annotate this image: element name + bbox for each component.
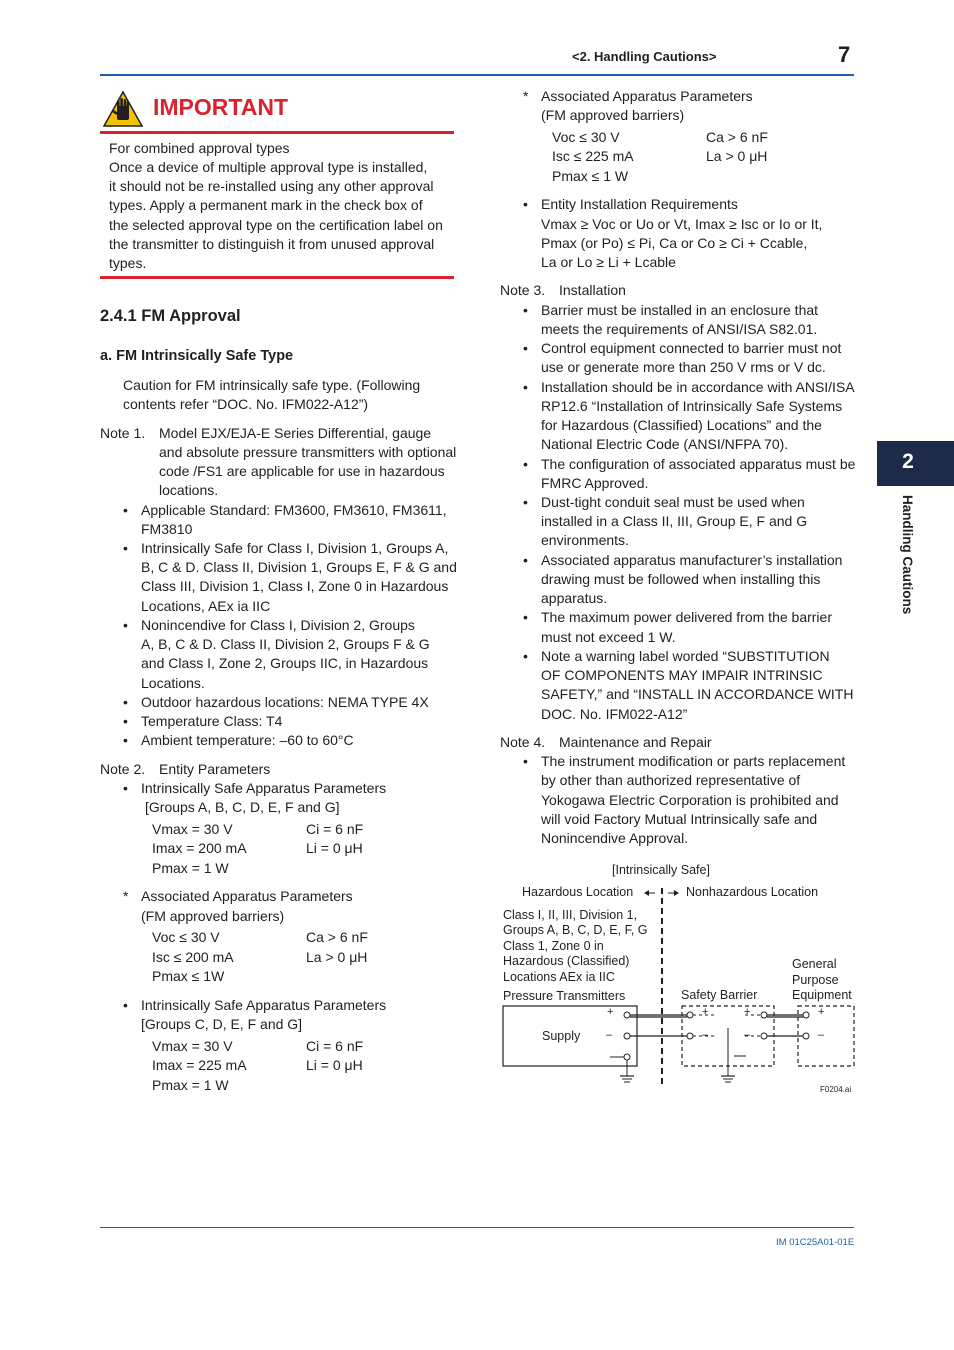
- list-item-cont: Yokogawa Electric Corporation is prohibited and: [541, 792, 839, 808]
- note-label: Note 3.: [500, 282, 546, 298]
- list-item: • Intrinsically Safe Apparatus Parameters: [141, 996, 386, 1015]
- footer-rule: [100, 1227, 854, 1228]
- note3-title: Installation: [559, 282, 626, 298]
- list-item-cont: environments.: [541, 532, 629, 548]
- list-item-cont: La or Lo ≥ Li + Lcable: [541, 254, 676, 270]
- nonhazardous-label: Nonhazardous Location: [686, 885, 819, 899]
- list-item-cont: Locations.: [141, 675, 205, 691]
- list-item: • Outdoor hazardous locations: NEMA TYPE 4X: [141, 693, 429, 712]
- list-item-cont: drawing must be followed when installing this: [541, 571, 821, 587]
- list-item-cont: FM3810: [141, 521, 193, 537]
- param: Imax = 200 mA: [152, 840, 247, 856]
- list-item: • Temperature Class: T4: [141, 712, 282, 731]
- param: Ci = 6 nF: [306, 821, 364, 837]
- list-item-cont: for Hazardous (Classified) Locations” and the: [541, 417, 822, 433]
- param: Isc ≤ 200 mA: [152, 949, 234, 965]
- general-label: Purpose: [792, 973, 839, 987]
- list-item-cont: installed in a Class II, III, Group E, F and G: [541, 513, 808, 529]
- class-text: Hazardous (Classified): [503, 954, 630, 968]
- list-item-cont: (FM approved barriers): [141, 908, 285, 924]
- warning-hand-icon: [103, 91, 143, 127]
- list-item-cont: RP12.6 “Installation of Intrinsically Safe Systems: [541, 398, 843, 414]
- param: Ci = 6 nF: [306, 1038, 364, 1054]
- caution-text: contents refer “DOC. No. IFM022-A12”): [123, 396, 369, 412]
- param: Pmax = 1 W: [152, 1077, 229, 1093]
- important-line: types.: [109, 255, 147, 271]
- list-item-cont: OF COMPONENTS MAY IMPAIR INTRINSIC: [541, 667, 823, 683]
- param: Li = 0 μH: [306, 840, 363, 856]
- plus-sign: +: [607, 1006, 614, 1018]
- figure-id: F0204.ai: [820, 1085, 852, 1094]
- list-item: • The configuration of associated apparatus must be: [541, 455, 855, 474]
- running-header: <2. Handling Cautions>: [572, 49, 717, 64]
- class-text: Class 1, Zone 0 in: [503, 939, 604, 953]
- list-item: • Associated apparatus manufacturer’s installation: [541, 551, 842, 570]
- param: La > 0 μH: [706, 148, 768, 164]
- param: Ca > 6 nF: [306, 929, 368, 945]
- list-item-cont: by other than authorized representative of: [541, 772, 801, 788]
- barrier-label: Safety Barrier: [681, 988, 758, 1002]
- param: Pmax ≤ 1W: [152, 968, 225, 984]
- plus-sign: +: [702, 1006, 709, 1018]
- list-item-cont: A, B, C & D. Class II, Division 2, Groups F & G: [141, 636, 430, 652]
- list-item: • Barrier must be installed in an enclosure that: [541, 301, 818, 320]
- general-label: Equipment: [792, 988, 852, 1002]
- section-heading: 2.4.1 FM Approval: [100, 307, 241, 325]
- note1-text: Model EJX/EJA-E Series Differential, gauge: [159, 425, 432, 441]
- note-label: Note 1.: [100, 425, 146, 441]
- pressure-label: Pressure Transmitters: [503, 989, 626, 1003]
- chapter-label: Handling Cautions: [900, 495, 915, 615]
- note-label: Note 2.: [100, 761, 146, 777]
- list-item-cont: apparatus.: [541, 590, 608, 606]
- list-item-cont: meets the requirements of ANSI/ISA S82.01.: [541, 321, 818, 337]
- header-rule: [100, 74, 854, 76]
- note1-text: locations.: [159, 482, 219, 498]
- param: Voc ≤ 30 V: [152, 929, 220, 945]
- note4-title: Maintenance and Repair: [559, 734, 712, 750]
- general-label: General: [792, 957, 837, 971]
- list-item: • Applicable Standard: FM3600, FM3610, FM3611,: [141, 501, 447, 520]
- chapter-number: 2: [902, 450, 914, 473]
- important-top-rule: [100, 131, 454, 134]
- param: Vmax = 30 V: [152, 821, 233, 837]
- wiring-lines: [500, 878, 860, 1093]
- param: Imax = 225 mA: [152, 1057, 247, 1073]
- param: Pmax = 1 W: [152, 860, 229, 876]
- param: La > 0 μH: [306, 949, 368, 965]
- important-line: Once a device of multiple approval type is installed,: [109, 159, 428, 175]
- supply-label: Supply: [542, 1029, 581, 1043]
- plus-sign: +: [818, 1006, 825, 1018]
- list-item-cont: Nonincendive Approval.: [541, 830, 689, 846]
- list-item: • Dust-tight conduit seal must be used when: [541, 493, 805, 512]
- list-item-cont: FMRC Approved.: [541, 475, 649, 491]
- list-item-cont: [Groups C, D, E, F and G]: [141, 1016, 303, 1032]
- list-item: • The maximum power delivered from the barrier: [541, 608, 832, 627]
- minus-sign: –: [702, 1029, 709, 1041]
- note1-text: and absolute pressure transmitters with optional: [159, 444, 457, 460]
- important-line: the selected approval type on the certification label on: [109, 217, 443, 233]
- list-item: • Note a warning label worded “SUBSTITUTION: [541, 647, 830, 666]
- list-item-cont: National Electric Code (ANSI/NFPA 70).: [541, 436, 789, 452]
- list-item: • The instrument modification or parts replacement: [541, 752, 845, 771]
- list-item-cont: Vmax ≥ Voc or Uo or Vt, Imax ≥ Isc or Io or It,: [541, 216, 823, 232]
- list-item: • Intrinsically Safe Apparatus Parameters: [141, 779, 386, 798]
- list-item: * Associated Apparatus Parameters: [541, 87, 753, 106]
- list-item-cont: use or generate more than 250 V rms or V dc.: [541, 359, 826, 375]
- list-item: • Entity Installation Requirements: [541, 195, 738, 214]
- list-item-cont: Class III, Division 1, Class I, Zone 0 in Hazardous: [141, 578, 449, 594]
- list-item-cont: Pmax (or Po) ≤ Pi, Ca or Co ≥ Ci + Ccable,: [541, 235, 808, 251]
- important-title: IMPORTANT: [153, 94, 289, 120]
- list-item-cont: and Class I, Zone 2, Groups IIC, in Hazardous: [141, 655, 429, 671]
- param: Pmax ≤ 1 W: [552, 168, 629, 184]
- list-item: • Intrinsically Safe for Class I, Division 1, Groups A,: [141, 539, 448, 558]
- page-number: 7: [838, 42, 851, 67]
- param: Ca > 6 nF: [706, 129, 768, 145]
- document-id: IM 01C25A01-01E: [776, 1237, 855, 1248]
- list-item-cont: B, C & D. Class II, Division 1, Groups E, F & G and: [141, 559, 457, 575]
- note2-title: Entity Parameters: [159, 761, 271, 777]
- list-item-cont: SAFETY,” and “INSTALL IN ACCORDANCE WITH: [541, 686, 854, 702]
- param: Isc ≤ 225 mA: [552, 148, 634, 164]
- class-text: Groups A, B, C, D, E, F, G: [503, 923, 648, 937]
- param: Li = 0 μH: [306, 1057, 363, 1073]
- subsection-heading: a. FM Intrinsically Safe Type: [100, 348, 294, 364]
- list-item-cont: DOC. No. IFM022-A12”: [541, 706, 688, 722]
- important-bottom-rule: [100, 276, 454, 279]
- minus-sign: –: [818, 1029, 825, 1041]
- list-item-cont: must not exceed 1 W.: [541, 629, 676, 645]
- list-item: • Nonincendive for Class I, Division 2, Groups: [141, 616, 415, 635]
- class-text: Locations AEx ia IIC: [503, 970, 615, 984]
- list-item: • Installation should be in accordance with ANSI/ISA: [541, 378, 855, 397]
- important-line: the transmitter to distinguish it from unused approval: [109, 236, 435, 252]
- note1-text: code /FS1 are applicable for use in hazardous: [159, 463, 445, 479]
- list-item: * Associated Apparatus Parameters: [141, 887, 353, 906]
- list-item-cont: (FM approved barriers): [541, 107, 685, 123]
- plus-sign: +: [744, 1006, 751, 1018]
- list-item-cont: Locations, AEx ia IIC: [141, 598, 271, 614]
- hazardous-label: Hazardous Location: [522, 885, 634, 899]
- caution-text: Caution for FM intrinsically safe type. (Following: [123, 377, 421, 393]
- list-item-cont: [Groups A, B, C, D, E, F and G]: [145, 799, 340, 815]
- figure-title: [Intrinsically Safe]: [612, 863, 710, 877]
- param: Voc ≤ 30 V: [552, 129, 620, 145]
- class-text: Class I, II, III, Division 1,: [503, 908, 638, 922]
- list-item-cont: will void Factory Mutual Intrinsically safe and: [541, 811, 818, 827]
- minus-sign: –: [606, 1029, 613, 1041]
- important-line: it should not be re-installed using any other approval: [109, 178, 434, 194]
- minus-sign: –: [744, 1029, 751, 1041]
- list-item: • Ambient temperature: –60 to 60°C: [141, 731, 354, 750]
- note-label: Note 4.: [500, 734, 546, 750]
- important-line: types. Apply a permanent mark in the check box of: [109, 197, 423, 213]
- list-item: • Control equipment connected to barrier must not: [541, 339, 841, 358]
- important-line: For combined approval types: [109, 140, 290, 156]
- param: Vmax = 30 V: [152, 1038, 233, 1054]
